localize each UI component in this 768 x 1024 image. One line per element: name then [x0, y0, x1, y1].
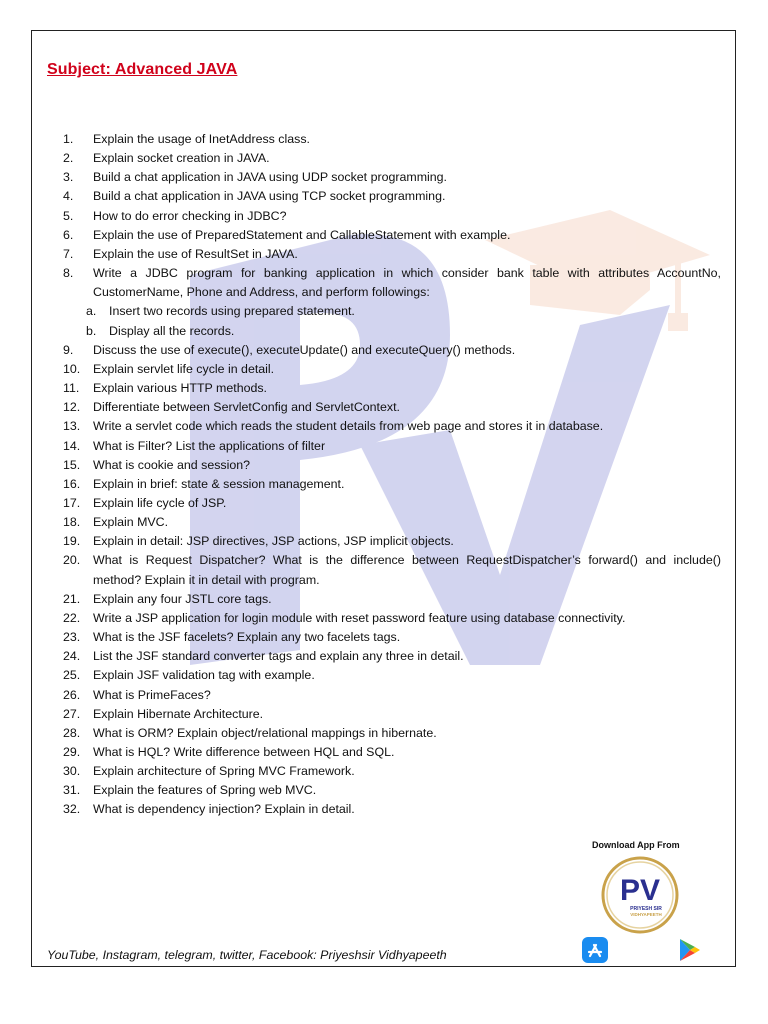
question-text: List the JSF standard converter tags and explain any three in detail.: [93, 649, 464, 664]
page-title: Subject: Advanced JAVA: [47, 61, 238, 78]
social-footer: YouTube, Instagram, telegram, twitter, Facebook: Priyeshsir Vidhyapeeth: [47, 948, 447, 962]
question-number: 11.: [63, 381, 80, 396]
question-item: [63, 130, 721, 149]
question-text: Write a JDBC program for banking application in which consider bank table with attributes AccountNo, CustomerName, Phone and Address, and perform followings:: [93, 266, 721, 300]
question-text: What is the JSF facelets? Explain any two facelets tags.: [93, 630, 401, 645]
question-item: [63, 437, 721, 456]
question-text: How to do error checking in JDBC?: [93, 208, 287, 223]
question-text: Write a JSP application for login module with reset password feature using database connectivity.: [93, 610, 626, 625]
question-item: [63, 686, 721, 705]
question-item: [63, 149, 721, 168]
question-text: What is PrimeFaces?: [93, 687, 211, 702]
sub-question-text: Display all the records.: [109, 323, 235, 338]
question-text: Explain the use of PreparedStatement and CallableStatement with example.: [93, 227, 511, 242]
question-number: 9.: [63, 342, 74, 357]
sub-question-item: [63, 322, 721, 341]
question-number: 7.: [63, 246, 74, 261]
question-text: Explain in brief: state & session management.: [93, 476, 345, 491]
question-item: [63, 187, 721, 206]
question-number: 3.: [63, 170, 74, 185]
sub-question-text: Insert two records using prepared statement.: [109, 304, 355, 319]
question-item: [63, 800, 721, 819]
question-item: [63, 417, 721, 436]
question-number: 25.: [63, 668, 81, 683]
question-item: [63, 628, 721, 647]
question-text: Explain the use of ResultSet in JAVA.: [93, 246, 298, 261]
question-item: [63, 264, 721, 302]
question-text: Explain life cycle of JSP.: [93, 495, 227, 510]
question-text: Explain Hibernate Architecture.: [93, 706, 264, 721]
question-item: [63, 475, 721, 494]
question-text: Explain servlet life cycle in detail.: [93, 361, 275, 376]
question-item: [63, 398, 721, 417]
question-number: 29.: [63, 745, 81, 759]
question-number: 10.: [63, 361, 81, 376]
question-text: Discuss the use of execute(), executeUpdate() and executeQuery() methods.: [93, 342, 516, 357]
question-number: 16.: [63, 476, 81, 491]
question-text: Explain JSF validation tag with example.: [93, 668, 315, 683]
question-item: [63, 724, 721, 743]
question-list: [63, 130, 721, 820]
question-text: What is Request Dispatcher? What is the difference between RequestDispatcher’s forward() and include() method? Explain it in detail with program.: [93, 553, 721, 587]
question-number: 8.: [63, 266, 74, 281]
question-number: 21.: [63, 591, 81, 606]
question-item: [63, 207, 721, 226]
question-item: [63, 456, 721, 475]
question-number: 18.: [63, 515, 81, 530]
app-store-icon[interactable]: [581, 936, 609, 964]
question-number: 5.: [63, 208, 74, 223]
question-number: 13.: [63, 419, 81, 434]
question-item: [63, 245, 721, 264]
sub-question-item: [63, 302, 721, 321]
question-text: Explain the features of Spring web MVC.: [93, 783, 317, 798]
question-number: 20.: [63, 553, 81, 568]
question-text: Explain socket creation in JAVA.: [93, 151, 270, 166]
question-number: 1.: [63, 132, 74, 146]
question-number: 24.: [63, 649, 81, 664]
question-item: [63, 590, 721, 609]
question-text: Explain architecture of Spring MVC Framework.: [93, 764, 355, 779]
question-text: What is HQL? Write difference between HQL and SQL.: [93, 745, 395, 759]
sub-question-letter: b.: [86, 323, 97, 338]
question-item: [63, 551, 721, 589]
question-text: Explain various HTTP methods.: [93, 381, 268, 396]
question-number: 15.: [63, 457, 81, 472]
question-number: 30.: [63, 764, 81, 779]
question-item: [63, 705, 721, 724]
question-text: Differentiate between ServletConfig and ServletContext.: [93, 400, 400, 415]
question-number: 2.: [63, 151, 74, 166]
question-text: Explain the usage of InetAddress class.: [93, 132, 310, 146]
question-item: [63, 532, 721, 551]
question-item: [63, 226, 721, 245]
question-text: Explain in detail: JSP directives, JSP actions, JSP implicit objects.: [93, 534, 454, 549]
google-play-icon[interactable]: [676, 936, 702, 964]
question-text: Build a chat application in JAVA using TCP socket programming.: [93, 189, 446, 204]
question-number: 28.: [63, 725, 81, 740]
question-text: Build a chat application in JAVA using UDP socket programming.: [93, 170, 448, 185]
question-number: 32.: [63, 802, 81, 817]
pv-logo: [590, 855, 690, 935]
question-text: Explain MVC.: [93, 515, 169, 530]
question-number: 23.: [63, 630, 81, 645]
logo-name-line1: PRIYESH SIR: [630, 906, 662, 912]
question-number: 12.: [63, 400, 81, 415]
question-number: 19.: [63, 534, 81, 549]
sub-question-letter: a.: [86, 304, 97, 319]
question-item: [63, 513, 721, 532]
logo-name-line2: VIDHYAPEETH: [630, 912, 662, 917]
question-item: [63, 168, 721, 187]
question-item: [63, 494, 721, 513]
question-number: 17.: [63, 495, 81, 510]
question-text: Explain any four JSTL core tags.: [93, 591, 272, 606]
question-item: [63, 609, 721, 628]
question-text: Write a servlet code which reads the student details from web page and stores it in database.: [93, 419, 604, 434]
question-number: 4.: [63, 189, 74, 204]
question-number: 14.: [63, 438, 81, 453]
question-item: [63, 781, 721, 800]
question-number: 6.: [63, 227, 74, 242]
question-text: What is ORM? Explain object/relational mappings in hibernate.: [93, 725, 437, 740]
question-item: [63, 379, 721, 398]
question-item: [63, 341, 721, 360]
question-text: What is cookie and session?: [93, 457, 251, 472]
question-number: 26.: [63, 687, 81, 702]
logo-letters: PV: [619, 874, 661, 907]
question-text: What is Filter? List the applications of filter: [93, 438, 326, 453]
question-item: [63, 762, 721, 781]
question-number: 31.: [63, 783, 81, 798]
download-app-label: Download App From: [592, 840, 680, 850]
question-number: 22.: [63, 610, 81, 625]
question-item: [63, 666, 721, 685]
question-number: 27.: [63, 706, 81, 721]
question-text: What is dependency injection? Explain in detail.: [93, 802, 355, 817]
question-item: [63, 647, 721, 666]
question-item: [63, 360, 721, 379]
question-item: [63, 743, 721, 762]
